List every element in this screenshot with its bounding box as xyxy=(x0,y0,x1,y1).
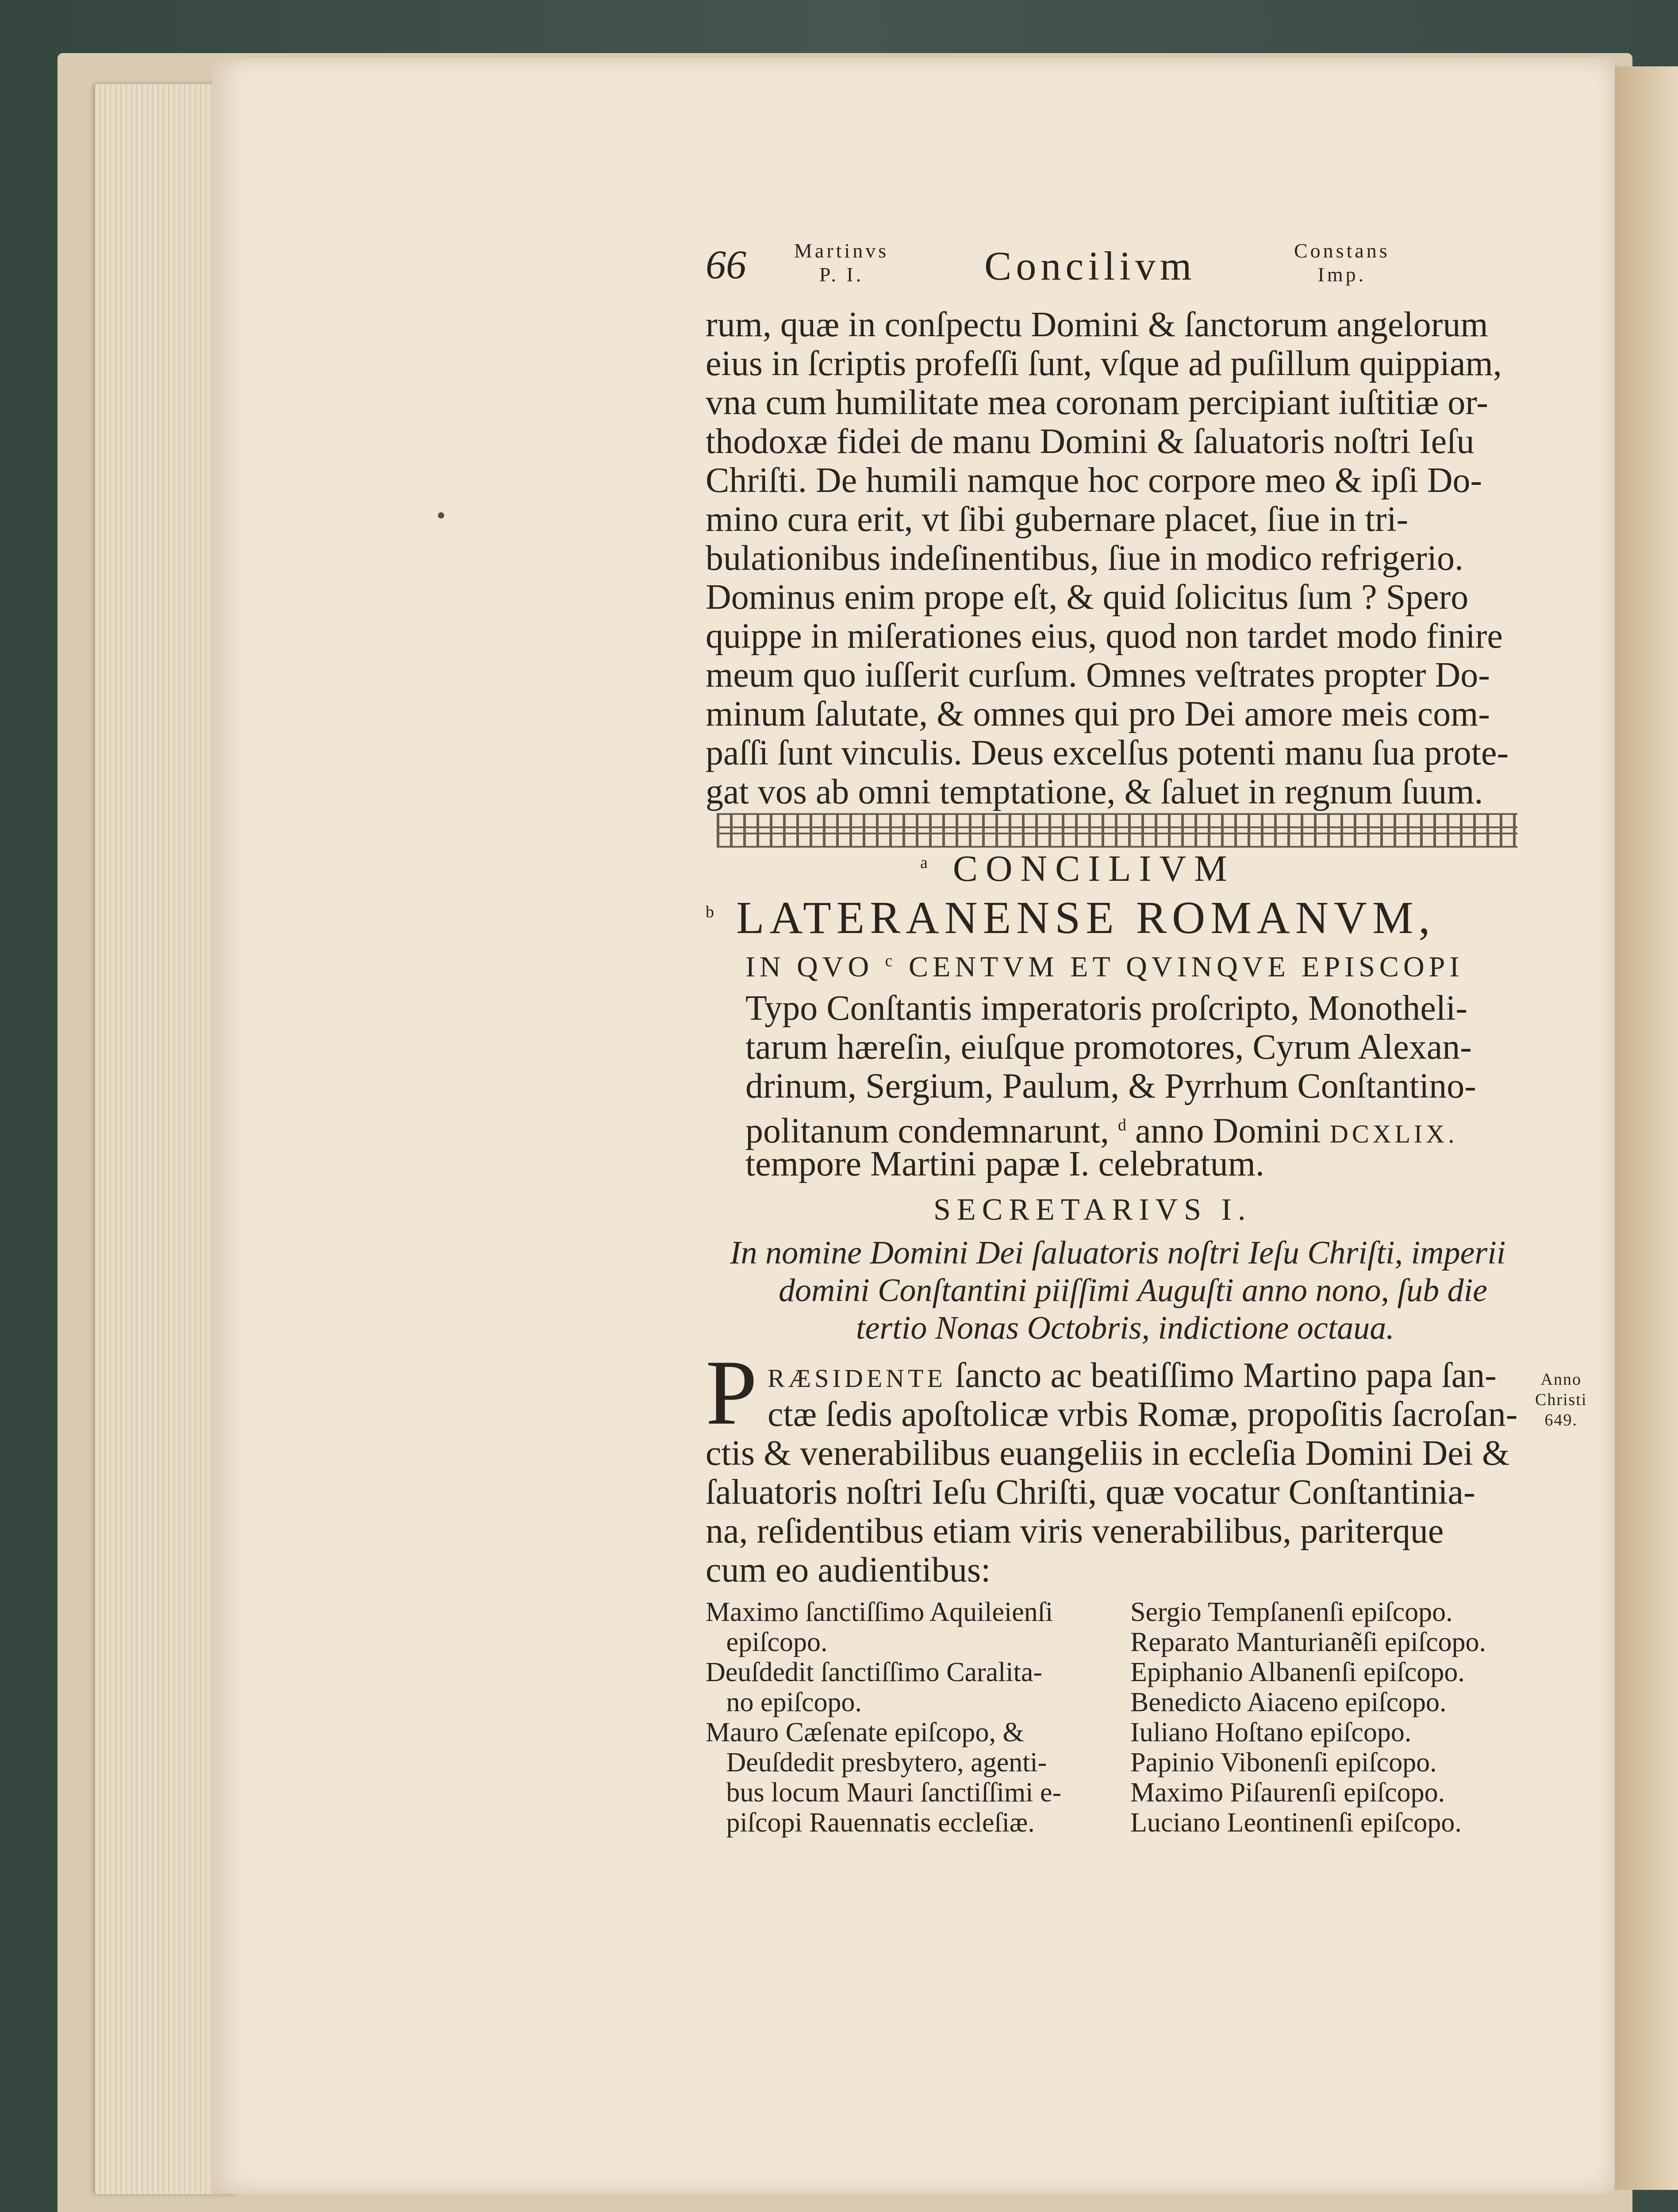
paragraph-line: ctis & venerabilibus euangeliis in eccleſia Domini Dei & xyxy=(706,1434,1510,1473)
council-title-line3: IN QVO $^c$ CENTVM ET QVINQVE EPISCOPI xyxy=(745,951,1464,983)
section-heading: SECRETARIVS I. xyxy=(933,1193,1252,1227)
paragraph-line: ctæ ſedis apoſtolicæ vrbis Romæ, propoſitis ſacroſan- xyxy=(768,1395,1518,1434)
body-line: vna cum humilitate mea coronam percipiant iuſtitiæ or- xyxy=(706,383,1488,422)
council-desc-line: politanum condemnarunt, $^d$ anno Domini DCXLIX. xyxy=(745,1111,1458,1151)
facing-page-edge xyxy=(1615,66,1678,2190)
left-column-line: piſcopi Rauennatis eccleſiæ. xyxy=(706,1808,1035,1838)
right-column-line: Maximo Piſaurenſi epiſcopo. xyxy=(1130,1778,1445,1808)
header-title: Concilivm xyxy=(984,243,1196,288)
right-column-line: Reparato Manturianẽſi epiſcopo. xyxy=(1130,1627,1486,1657)
council-desc-line: Typo Conſtantis imperatoris proſcripto, Monotheli- xyxy=(745,989,1467,1028)
paragraph-line: ſaluatoris noſtri Ieſu Chriſti, quæ vocatur Conſtantinia- xyxy=(706,1473,1475,1512)
left-column-line: Deuſdedit ſanctiſſimo Caralita- xyxy=(706,1657,1042,1687)
body-line: quippe in miſerationes eius, quod non tardet modo finire xyxy=(706,617,1503,656)
left-column-line: Maximo ſanctiſſimo Aquileienſi xyxy=(706,1597,1053,1627)
running-header xyxy=(706,239,1436,288)
body-line: eius in ſcriptis profeſſi ſunt, vſque ad puſillum quippiam, xyxy=(706,344,1502,383)
left-column-line: epiſcopo. xyxy=(706,1627,828,1657)
year-numeral: DCXLIX. xyxy=(1330,1119,1458,1148)
page-number: 66 xyxy=(706,242,746,287)
council-desc-line: tempore Martini papæ I. celebratum. xyxy=(745,1144,1264,1183)
body-line: minum ſalutate, & omnes qui pro Dei amore meis com- xyxy=(706,695,1490,733)
left-column-line: Mauro Cæſenate epiſcopo, & xyxy=(706,1717,1024,1747)
body-line: meum quo iuſſerit curſum. Omnes veſtrates propter Do- xyxy=(706,656,1490,695)
header-right-label: Constans Imp. xyxy=(1294,239,1390,286)
body-line: Dominus enim prope eſt, & quid ſolicitus ſum ? Spero xyxy=(706,578,1469,617)
left-column-line: Deuſdedit presbytero, agenti- xyxy=(706,1747,1047,1778)
header-left-label: Martinvs P. I. xyxy=(794,239,889,286)
drop-cap: P xyxy=(706,1341,757,1444)
council-title-line2: $^b$ LATERANENSE ROMANVM, xyxy=(706,892,1436,943)
left-column-line: bus locum Mauri ſanctiſſimi e- xyxy=(706,1778,1062,1808)
body-line: mino cura erit, vt ſibi gubernare placet, ſiue in tri- xyxy=(706,500,1409,539)
italic-line: tertio Nonas Octobris, indictione octaua. xyxy=(856,1310,1394,1346)
paragraph-line: cum eo audientibus: xyxy=(706,1551,991,1590)
italic-line: In nomine Domini Dei ſaluatoris noſtri Ieſu Chriſti, imperii xyxy=(730,1235,1506,1271)
right-column-line: Papinio Vibonenſi epiſcopo. xyxy=(1130,1747,1437,1778)
left-column-line: no epiſcopo. xyxy=(706,1687,862,1717)
right-column-line: Iuliano Hoſtano epiſcopo. xyxy=(1130,1717,1412,1747)
council-title-line1: $^a$ CONCILIVM xyxy=(920,848,1235,889)
margin-note: Anno Christi 649. xyxy=(1535,1370,1587,1429)
council-desc-line: drinum, Sergium, Paulum, & Pyrrhum Conſtantino- xyxy=(745,1067,1476,1106)
body-line: paſſi ſunt vinculis. Deus excelſus potenti manu ſua prote- xyxy=(706,733,1509,772)
ink-speck xyxy=(438,512,444,518)
right-column-line: Luciano Leontinenſi epiſcopo. xyxy=(1130,1808,1462,1838)
paragraph-line: RÆSIDENTE ſancto ac beatiſſimo Martino papa ſan- xyxy=(768,1356,1497,1395)
decorative-ornament-band xyxy=(717,813,1517,848)
body-line: gat vos ab omni temptatione, & ſaluet in regnum ſuum. xyxy=(706,772,1483,811)
right-column-line: Sergio Tempſanenſi epiſcopo. xyxy=(1130,1597,1453,1627)
right-column-line: Epiphanio Albanenſi epiſcopo. xyxy=(1130,1657,1465,1687)
body-line: Chriſti. De humili namque hoc corpore meo & ipſi Do- xyxy=(706,461,1482,500)
paragraph-line: na, reſidentibus etiam viris venerabilibus, pariterque xyxy=(706,1512,1444,1551)
body-line: thodoxæ fidei de manu Domini & ſaluatoris noſtri Ieſu xyxy=(706,422,1474,461)
body-line: bulationibus indeſinentibus, ſiue in modico refrigerio. xyxy=(706,539,1464,578)
council-desc-line: tarum hæreſin, eiuſque promotores, Cyrum Alexan- xyxy=(745,1028,1472,1067)
body-line: rum, quæ in conſpectu Domini & ſanctorum angelorum xyxy=(706,305,1488,344)
right-column-line: Benedicto Aiaceno epiſcopo. xyxy=(1130,1687,1447,1717)
italic-line: domini Conſtantini piiſſimi Auguſti anno nono, ſub die xyxy=(779,1272,1488,1309)
